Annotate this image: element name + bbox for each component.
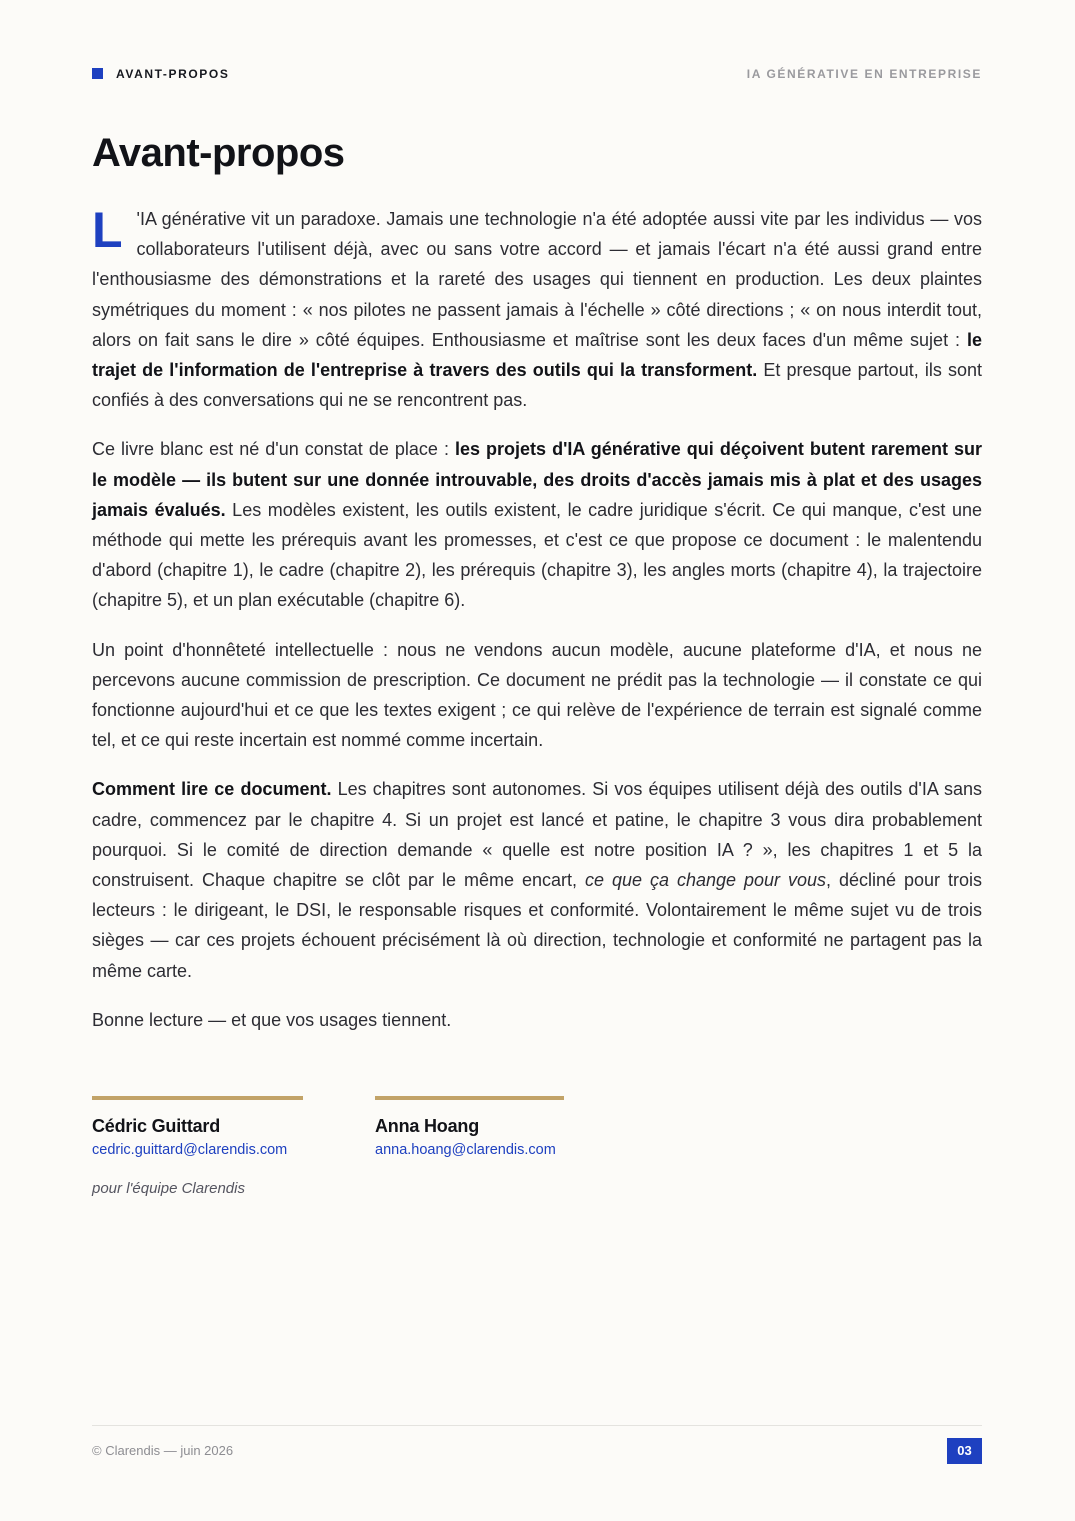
paragraph-4-text-a: Les chapitres sont autonomes. Si vos équipes utilisent déjà des outils d'IA sans cadre, commencez par le chapitre 4. Si un projet est lancé et patine, le chapitre 3 vous dira probablement pourquoi. Si le comité de direction demande « quelle est notre position IA ? », les chapitres 1 et 5 la construisent. Chaque chapitre se clôt par le même encart, (92, 779, 982, 891)
paragraph-2-text-b: Les modèles existent, les outils existent, le cadre juridique s'écrit. Ce qui manque, c'est une méthode qui mette les prérequis avant les promesses, et c'est ce que propose ce document : le malentendu d'abord (chapitre 1), le cadre (chapitre 2), les prérequis (chapitre 3), les angles morts (chapitre 4), la trajectoire (chapitre 5), et un plan exécutable (chapitre 6). (92, 499, 982, 611)
paragraph-4-lead: Comment lire ce document. (92, 779, 332, 800)
signature-name: Cédric Guittard (92, 1116, 221, 1136)
signature-rule (92, 1096, 303, 1100)
paragraph-4 (92, 774, 982, 985)
paragraph-1 (92, 204, 982, 415)
running-header (92, 67, 982, 83)
page-title: Avant-propos (92, 131, 345, 175)
signature-rule (375, 1096, 564, 1100)
paragraph-1-emphasis: le trajet de l'information de l'entreprise à travers des outils qui la transforment. (92, 329, 982, 381)
signature-name: Anna Hoang (375, 1116, 479, 1136)
paragraph-1-text-b: Et presque partout, ils sont confiés à des conversations qui ne se rencontrent pas. (92, 360, 982, 411)
signature-email-link[interactable]: anna.hoang@clarendis.com (375, 1142, 556, 1158)
footer-divider (92, 1425, 982, 1426)
paragraph-3: Un point d'honnêteté intellectuelle : nous ne vendons aucun modèle, aucune plateforme d'IA, et nous ne percevons aucune commission de prescription. Ce document ne prédit pas la technologie — il constate ce qui fonctionne aujourd'hui et ce que les textes exigent ; ce qui relève de l'expérience de terrain est signalé comme tel, et ce qui reste incertain est nommé comme incertain. (92, 639, 982, 751)
signature-email-link[interactable]: cedric.guittard@clarendis.com (92, 1142, 288, 1158)
paragraph-2-text-a: Ce livre blanc est né d'un constat de place : (92, 439, 455, 460)
drop-cap: L (92, 202, 123, 258)
page-number-badge: 03 (947, 1438, 982, 1464)
paragraph-1-text-a: 'IA générative vit un paradoxe. Jamais une technologie n'a été adoptée aussi vite par les individus — vos collaborateurs l'utilisent déjà, avec ou sans votre accord — et jamais l'écart n'a été aussi grand entre l'enthousiasme des démonstrations et la rareté des usages qui tiennent en production. Les deux plaintes symétriques du moment : « nos pilotes ne passent jamais à l'échelle » côté directions ; « on nous interdit tout, alors on fait sans le dire » côté équipes. Enthousiasme et maîtrise sont les deux faces d'un même sujet : (92, 209, 982, 350)
paragraph-4-italic: ce que ça change pour vous (584, 870, 827, 891)
footer-copyright: © Clarendis — juin 2026 (92, 1443, 234, 1458)
header-document-label: IA GÉNÉRATIVE EN ENTREPRISE (746, 67, 982, 81)
paragraph-4-text-b: , décliné pour trois lecteurs : le dirigeant, le DSI, le responsable risques et conformité. Volontairement le même sujet vu de trois sièges — car ces projets échouent précisément là où direction, technologie et conformité ne partagent pas la même carte. (92, 870, 983, 981)
section-marker-square (92, 68, 103, 79)
signature-block (375, 1096, 564, 1158)
paragraph-2 (92, 434, 982, 615)
paragraph-5: Bonne lecture — et que vos usages tiennent. (92, 1009, 452, 1030)
team-note: pour l'équipe Clarendis (92, 1180, 245, 1197)
signature-block (92, 1096, 303, 1158)
foreword-body (92, 204, 982, 1054)
header-section-label: AVANT-PROPOS (116, 67, 230, 81)
paragraph-2-emphasis: les projets d'IA générative qui déçoivent butent rarement sur le modèle — ils butent sur une donnée introuvable, des droits d'accès jamais mis à plat et des usages jamais évalués. (92, 439, 982, 520)
page (92, 0, 982, 1521)
